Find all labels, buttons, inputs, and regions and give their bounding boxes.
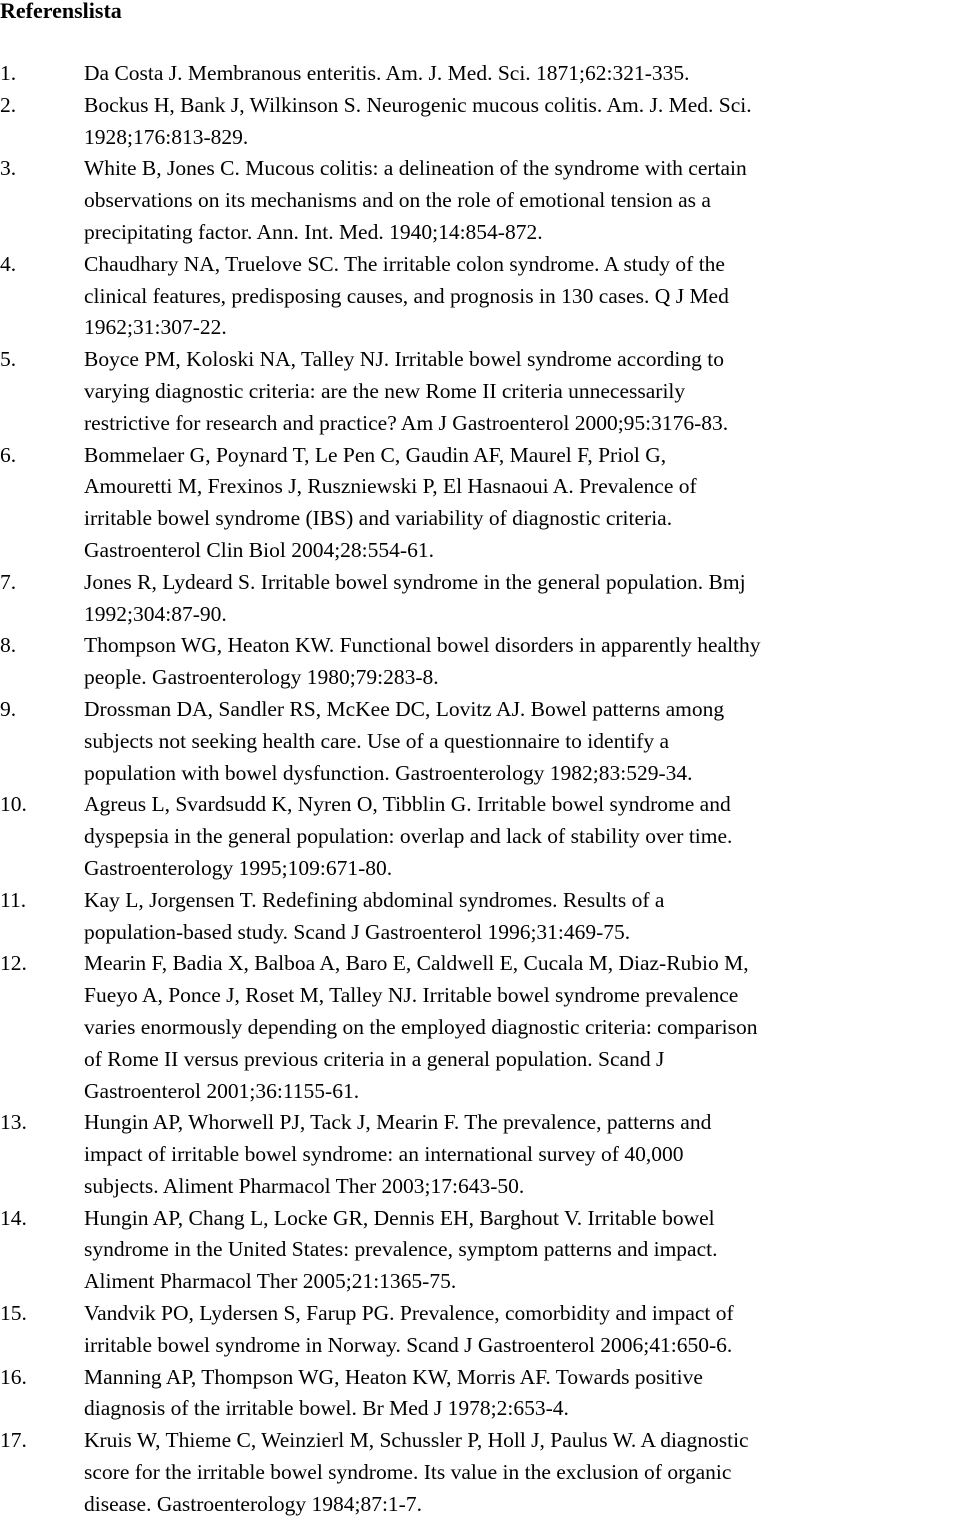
reference-item [0,885,960,949]
reference-text-line: observations on its mechanisms and on the role of emotional tension as a [84,188,711,213]
reference-number: 4. [0,251,17,276]
reference-text-line: disease. Gastroenterology 1984;87:1-7. [84,1491,422,1516]
reference-text-line: of Rome II versus previous criteria in a general population. Scand J [84,1046,665,1071]
reference-number: 11. [0,887,27,912]
reference-item [0,153,960,248]
reference-number: 13. [0,1110,27,1135]
reference-item [0,249,960,344]
reference-text-line: precipitating factor. Ann. Int. Med. 1940;14:854-872. [84,219,543,244]
reference-text-line: varies enormously depending on the employed diagnostic criteria: comparison [84,1014,758,1039]
reference-text-line: Gastroenterol 2001;36:1155-61. [84,1078,360,1103]
reference-text-line: 1962;31:307-22. [84,315,227,340]
reference-number: 2. [0,92,17,117]
reference-text-line: Gastroenterol Clin Biol 2004;28:554-61. [84,537,434,562]
reference-text-line: Kay L, Jorgensen T. Redefining abdominal syndromes. Results of a [84,887,665,912]
reference-item [0,58,960,90]
reference-text-line: Chaudhary NA, Truelove SC. The irritable colon syndrome. A study of the [84,251,725,276]
reference-text-line: restrictive for research and practice? Am J Gastroenterol 2000;95:3176-83. [84,410,729,435]
reference-text-line: Drossman DA, Sandler RS, McKee DC, Lovitz AJ. Bowel patterns among [84,696,725,721]
reference-text-line: population-based study. Scand J Gastroenterol 1996;31:469-75. [84,919,631,944]
reference-item [0,1362,960,1426]
reference-number: 15. [0,1301,27,1326]
reference-text-line: people. Gastroenterology 1980;79:283-8. [84,665,439,690]
reference-item [0,1107,960,1202]
reference-text-line: Hungin AP, Whorwell PJ, Tack J, Mearin F. The prevalence, patterns and [84,1110,712,1135]
reference-number: 5. [0,347,17,372]
page-heading: Referenslista [0,0,122,23]
reference-text-line: Amouretti M, Frexinos J, Ruszniewski P, El Hasnaoui A. Prevalence of [84,474,697,499]
reference-number: 14. [0,1205,27,1230]
reference-text-line: 1992;304:87-90. [84,601,227,626]
reference-text-line: score for the irritable bowel syndrome. Its value in the exclusion of organic [84,1460,732,1485]
reference-text-line: Jones R, Lydeard S. Irritable bowel syndrome in the general population. Bmj [84,569,746,594]
reference-number: 16. [0,1364,27,1389]
reference-text-line: Manning AP, Thompson WG, Heaton KW, Morris AF. Towards positive [84,1364,703,1389]
reference-text-line: varying diagnostic criteria: are the new Rome II criteria unnecessarily [84,378,686,403]
reference-text-line: syndrome in the United States: prevalence, symptom patterns and impact. [84,1237,718,1262]
reference-item [0,90,960,154]
reference-number: 12. [0,951,27,976]
reference-text-line: subjects not seeking health care. Use of a questionnaire to identify a [84,728,670,753]
reference-text-line: Aliment Pharmacol Ther 2005;21:1365-75. [84,1269,457,1294]
reference-text-line: Agreus L, Svardsudd K, Nyren O, Tibblin G. Irritable bowel syndrome and [84,792,731,817]
reference-text-line: Vandvik PO, Lydersen S, Farup PG. Prevalence, comorbidity and impact of [84,1301,734,1326]
reference-text-line: population with bowel dysfunction. Gastroenterology 1982;83:529-34. [84,760,693,785]
reference-number: 6. [0,442,17,467]
reference-text-line: irritable bowel syndrome (IBS) and variability of diagnostic criteria. [84,506,673,531]
reference-text-line: White B, Jones C. Mucous colitis: a delineation of the syndrome with certain [84,156,747,181]
reference-item [0,1203,960,1298]
reference-text-line: Fueyo A, Ponce J, Roset M, Talley NJ. Irritable bowel syndrome prevalence [84,983,739,1008]
reference-text-line: impact of irritable bowel syndrome: an international survey of 40,000 [84,1142,684,1167]
reference-number: 1. [0,61,17,85]
reference-item [0,630,960,694]
reference-text-line: irritable bowel syndrome in Norway. Scand J Gastroenterol 2006;41:650-6. [84,1332,733,1357]
reference-text-line: Kruis W, Thieme C, Weinzierl M, Schussler P, Holl J, Paulus W. A diagnostic [84,1428,749,1453]
reference-text-line: Thompson WG, Heaton KW. Functional bowel disorders in apparently healthy [84,633,761,658]
reference-item [0,440,960,567]
reference-number: 9. [0,696,17,721]
reference-number: 3. [0,156,17,181]
reference-list [0,58,960,1521]
reference-item [0,1425,960,1520]
reference-item [0,948,960,1107]
reference-text-line: Hungin AP, Chang L, Locke GR, Dennis EH, Barghout V. Irritable bowel [84,1205,715,1230]
reference-text-line: clinical features, predisposing causes, and prognosis in 130 cases. Q J Med [84,283,729,308]
reference-text-line: subjects. Aliment Pharmacol Ther 2003;17:643-50. [84,1173,525,1198]
reference-text-line: Bommelaer G, Poynard T, Le Pen C, Gaudin AF, Maurel F, Priol G, [84,442,667,467]
reference-number: 8. [0,633,17,658]
reference-text-line: diagnosis of the irritable bowel. Br Med J 1978;2:653-4. [84,1396,569,1421]
reference-text-line: Bockus H, Bank J, Wilkinson S. Neurogenic mucous colitis. Am. J. Med. Sci. [84,92,752,117]
reference-text-line: Da Costa J. Membranous enteritis. Am. J. Med. Sci. 1871;62:321-335. [84,61,690,85]
reference-text-line: Gastroenterology 1995;109:671-80. [84,855,393,880]
reference-number: 7. [0,569,17,594]
reference-number: 17. [0,1428,27,1453]
reference-text-line: Boyce PM, Koloski NA, Talley NJ. Irritable bowel syndrome according to [84,347,724,372]
reference-item [0,694,960,789]
reference-item [0,1298,960,1362]
reference-text-line: dyspepsia in the general population: overlap and lack of stability over time. [84,824,733,849]
reference-text-line: Mearin F, Badia X, Balboa A, Baro E, Caldwell E, Cucala M, Diaz-Rubio M, [84,951,749,976]
reference-item [0,567,960,631]
reference-item [0,344,960,439]
reference-number: 10. [0,792,27,817]
reference-text-line: 1928;176:813-829. [84,124,249,149]
reference-item [0,789,960,884]
